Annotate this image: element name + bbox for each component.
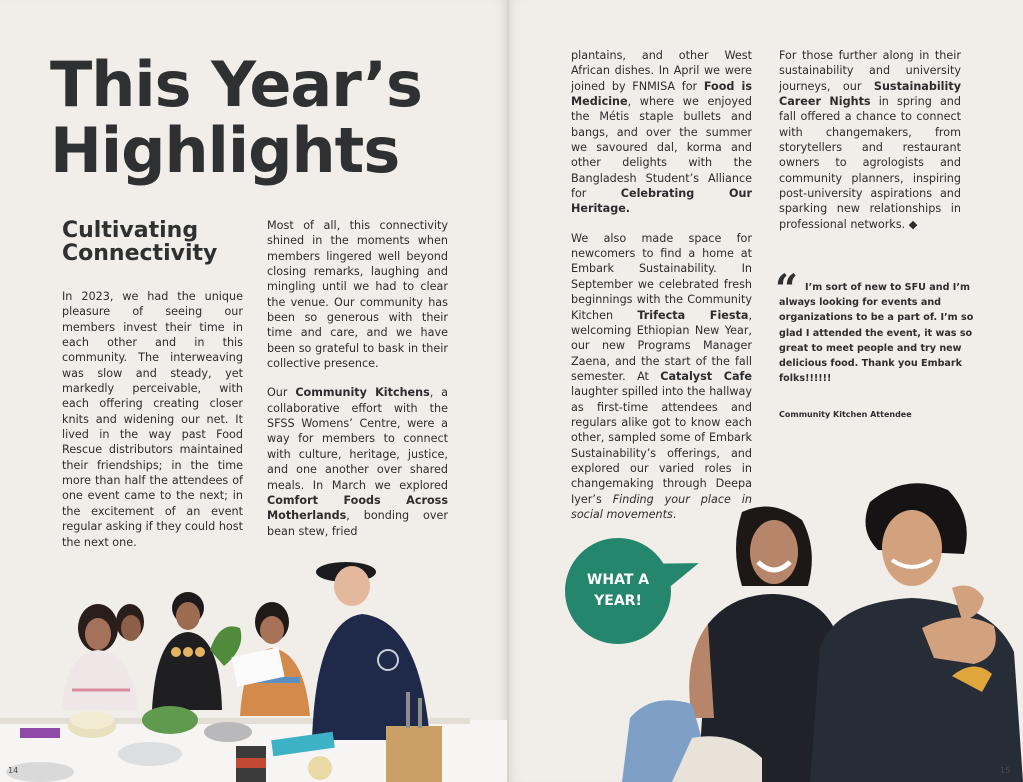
laughing-attendees-photo (622, 468, 1023, 782)
testimonial-quote (775, 266, 979, 419)
section-heading-line-2: Connectivity (62, 241, 218, 266)
body-column-2 (267, 218, 448, 553)
quote-text: I’m sort of new to SFU and I’m always looking for events and organizations to be a part of. I’m so glad I attended the event, it was so great to meet people and try new delicious food. Thank you Embark folks!!!!!! (779, 282, 974, 385)
left-page (0, 0, 508, 782)
career-nights-highlight: Sustainability Career Nights (779, 79, 961, 109)
page-title-line-1: This Year’s (50, 48, 422, 121)
page-title (50, 48, 422, 187)
page-title-line-2: Highlights (50, 114, 400, 187)
community-kitchen-photo (0, 540, 508, 782)
body-paragraph: Most of all, this connectivity shined in the moments when members lingered well beyond closing remarks, laughing and mingling until we had to clear the venue. Our community has been so generous with their time and care, and we have been so grateful to bask in their collective presence. (267, 219, 448, 371)
quote-attribution: Community Kitchen Attendee (779, 410, 912, 419)
body-column-3 (571, 48, 752, 536)
food-is-medicine-highlight: Food is Medicine (571, 79, 752, 109)
body-paragraph: For those further along in their sustainability and university journeys, our Sustainability Career Nights in spring and fall offered a chance to connect with changemakers, from storytellers and restaurant owners to agrologists and community planners, inspiring post-university aspirations and sparking new relationships in professional networks. ◆ (779, 49, 961, 231)
body-paragraph: Our Community Kitchens, a collaborative effort with the SFSS Womens’ Centre, were a way for members to connect with culture, heritage, justice, and one another over shared meals. In March we explored Comfort Foods Across Motherlands, bonding over bean stew, fried (267, 386, 448, 538)
quote-mark-icon: “ (775, 266, 799, 313)
body-paragraph: In 2023, we had the unique pleasure of seeing our members invest their time in each other and in this community. The interweaving was slow and steady, yet markedly perceivable, with each offering creating closer knits and widening our net. It lived in the way past Food Rescue distributors maintained their friendships; in the time more than half the attendees of one event came to the next; in the excitement of an event regular asking if they could host the next one. (62, 290, 243, 549)
body-paragraph: plantains, and other West African dishes. In April we were joined by FNMISA for Food is Medicine, where we enjoyed the Métis staple bullets and bangs, and over the summer we savoured dal, korma and other delights with the Bangladesh Student’s Alliance for Celebrating Our Heritage. (571, 49, 752, 216)
trifecta-fiesta-highlight: Trifecta Fiesta (637, 308, 749, 322)
catalyst-cafe-highlight: Catalyst Cafe (660, 369, 752, 383)
body-paragraph: We also made space for newcomers to find a home at Embark Sustainability. In September we celebrated fresh beginnings with the Community Kitchen Trifecta Fiesta, welcoming Ethiopian New Year, our new Programs Manager Zaena, and the start of the fall semester. At Catalyst Cafe laughter spilled into the hallway as first-time attendees and regulars alike got to know each other, sampled some of Embark Sustainability’s offerings, and explored our varied roles in changemaking through Deepa Iyer’s Finding your place in social movements. (571, 231, 752, 521)
comfort-foods-highlight: Comfort Foods Across Motherlands (267, 493, 448, 523)
section-heading-line-1: Cultivating (62, 218, 199, 243)
speech-bubble-text: WHAT A YEAR! (586, 572, 650, 609)
community-kitchens-highlight: Community Kitchens (295, 386, 430, 400)
page-number-right: 15 (1000, 766, 1011, 775)
body-column-1 (62, 289, 243, 564)
celebrating-our-heritage-highlight: Celebrating Our Heritage. (571, 187, 752, 216)
page-number-left: 14 (8, 766, 19, 775)
body-column-4 (779, 48, 961, 246)
book-title: Finding your place in social movements (571, 492, 752, 521)
section-heading (62, 219, 217, 265)
